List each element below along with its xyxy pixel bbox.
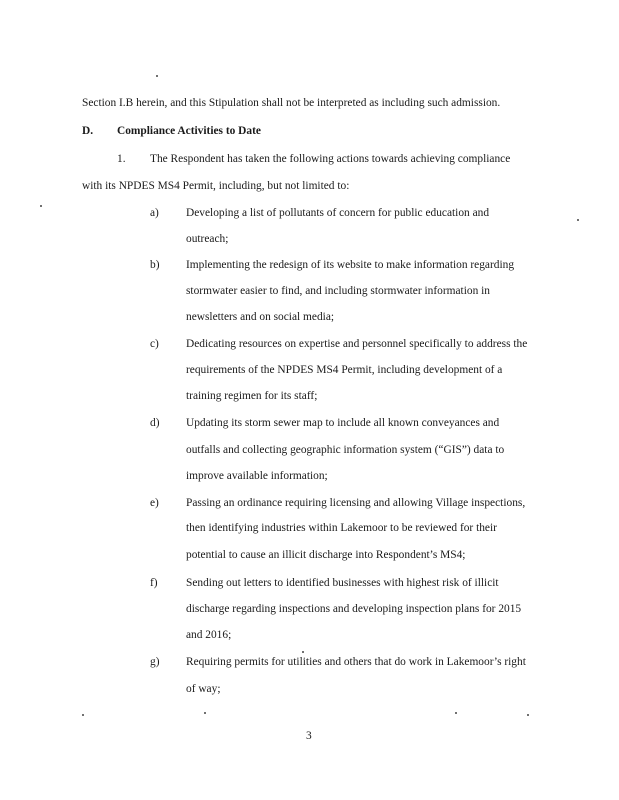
item-line: requirements of the NPDES MS4 Permit, including development of a [186, 364, 503, 376]
item-letter: b) [150, 259, 160, 271]
item-letter: d) [150, 417, 160, 429]
item-letter: c) [150, 338, 159, 350]
section-letter: D. [82, 125, 94, 137]
item-line: Implementing the redesign of its website to make information regarding [186, 259, 515, 271]
item-line: and 2016; [186, 629, 232, 641]
scan-speck [577, 219, 579, 221]
item-letter: a) [150, 207, 159, 219]
intro-line: Section I.B herein, and this Stipulation shall not be interpreted as including such admission. [82, 97, 501, 109]
item-line: outreach; [186, 233, 229, 245]
item-letter: f) [150, 577, 158, 589]
scan-speck [204, 712, 206, 714]
item-line: of way; [186, 683, 221, 695]
item-line: training regimen for its staff; [186, 390, 318, 402]
paragraph-line: The Respondent has taken the following actions towards achieving compliance [150, 153, 511, 165]
item-line: Updating its storm sewer map to include all known conveyances and [186, 417, 500, 429]
scan-speck [82, 714, 84, 716]
item-line: potential to cause an illicit discharge into Respondent’s MS4; [186, 549, 466, 561]
item-line: discharge regarding inspections and developing inspection plans for 2015 [186, 603, 522, 615]
item-line: stormwater easier to find, and including stormwater information in [186, 285, 490, 297]
scan-speck [156, 75, 158, 77]
paragraph-line: with its NPDES MS4 Permit, including, but not limited to: [82, 180, 350, 192]
page-number: 3 [306, 730, 312, 742]
item-line: Dedicating resources on expertise and personnel specifically to address the [186, 338, 528, 350]
section-title: Compliance Activities to Date [117, 125, 261, 137]
scan-speck [527, 714, 529, 716]
scan-speck [302, 651, 304, 653]
item-line: Passing an ordinance requiring licensing and allowing Village inspections, [186, 497, 526, 509]
item-line: newsletters and on social media; [186, 311, 335, 323]
item-line: then identifying industries within Lakemoor to be reviewed for their [186, 522, 497, 534]
item-line: Requiring permits for utilities and others that do work in Lakemoor’s right [186, 656, 526, 668]
paragraph-number: 1. [117, 153, 126, 165]
item-line: Developing a list of pollutants of concern for public education and [186, 207, 490, 219]
item-letter: e) [150, 497, 159, 509]
scan-speck [455, 712, 457, 714]
item-line: Sending out letters to identified businesses with highest risk of illicit [186, 577, 499, 589]
scan-speck [40, 205, 42, 207]
item-letter: g) [150, 656, 160, 668]
item-line: outfalls and collecting geographic information system (“GIS”) data to [186, 444, 505, 456]
item-line: improve available information; [186, 470, 328, 482]
